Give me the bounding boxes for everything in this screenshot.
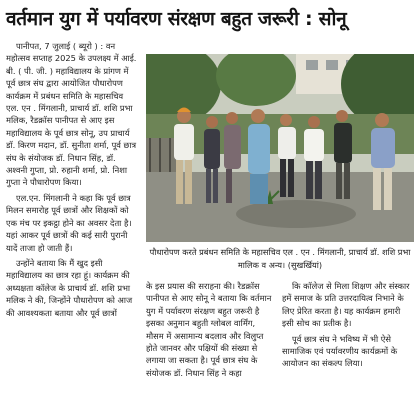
article-paragraph: एल.एन. मिंगलानी ने कहा कि पूर्व छात्र मिलन समारोह पूर्व छात्रों और शिक्षकों को एक मंच पर इकट्ठा होने का अवसर देता है। यहां आकर पूर्व छात्रों की कई सारी पुरानी यादें ताजा हो जाती हैं। [6, 192, 132, 253]
article-left-column [6, 40, 138, 398]
article-paragraph: पानीपत, 7 जुलाई ( ब्यूरो ) : वन महोत्सव सप्ताह 2025 के उपलक्ष्य में आई. बी. ( पी. जी. ) महाविद्यालय के प्रांगण में पूर्व छात्र संघ द्वारा आयोजित पौधारोपण कार्यक्रम में प्रबंधन समिति के महासचिव एल. एन . मिंगलानी, प्राचार्य डॉ. शशि प्रभा मलिक, रैडक्रॉस पानीपत से आए इस महाविद्यालय के पूर्व छात्र सोनू, उप प्राचार्य डॉ. किरण मदान, डॉ. सुनीता शर्मा, पूर्व छात्र संघ के संयोजक डॉ. निधान सिंह, डॉ. अश्वनी गुप्ता, प्रो. रुहानी शर्मा, प्रो. निशा गुप्ता ने पौधारोपण किया। [6, 41, 137, 188]
article-right-column [282, 280, 414, 398]
headline: वर्तमान युग में पर्यावरण संरक्षण बहुत जरूरी : सोनू [6, 8, 347, 30]
article-paragraph: पूर्व छात्र संघ ने भविष्य में भी ऐसे सामाजिक एवं पर्यावरणीय कार्यक्रमों के आयोजन का संकल्प लिया। [282, 333, 398, 369]
news-photo [146, 54, 414, 242]
article-paragraph: उन्होंने बताया कि मैं खुद इसी महाविद्यालय का छात्र रहा हूं। कार्यक्रम की अध्यक्षता कॉलेज के प्राचार्य डॉ. शशि प्रभा मलिक ने की, जिन्होंने पौधारोपण को आज की आवश्यकता बताया और पूर्व छात्रों [6, 257, 133, 318]
photo-caption: पौधारोपण करते प्रबंधन समिति के महासचिव एल . एन . मिंगलानी, प्राचार्य डॉ. शशि प्रभा मालिक व अन्य। (सुखर्खियां) [149, 247, 411, 270]
article-middle-column: के इस प्रयास की सराहना की। रैडक्रॉस पानीपत से आए सोनू ने बताया कि वर्तमान युग में पर्यावरण संरक्षण बहुत जरूरी है इसका अनुमान बहुती ग्लोबल वार्मिंग, मौसम में असामान्य बदलाव और विलुप्त होते जानवर और पक्षियों की संख्या से लगाया जा सकता है। पूर्व छात्र संघ के संयोजक डॉ. निधान सिंह ने कहा [146, 281, 272, 378]
article-paragraph: कि कॉलेज से मिला शिक्षण और संस्कार हमें समाज के प्रति उत्तरदायित्व निभाने के लिए प्रेरित करता है। यह कार्यक्रम हमारी इसी सोच का प्रतीक है। [282, 281, 410, 329]
